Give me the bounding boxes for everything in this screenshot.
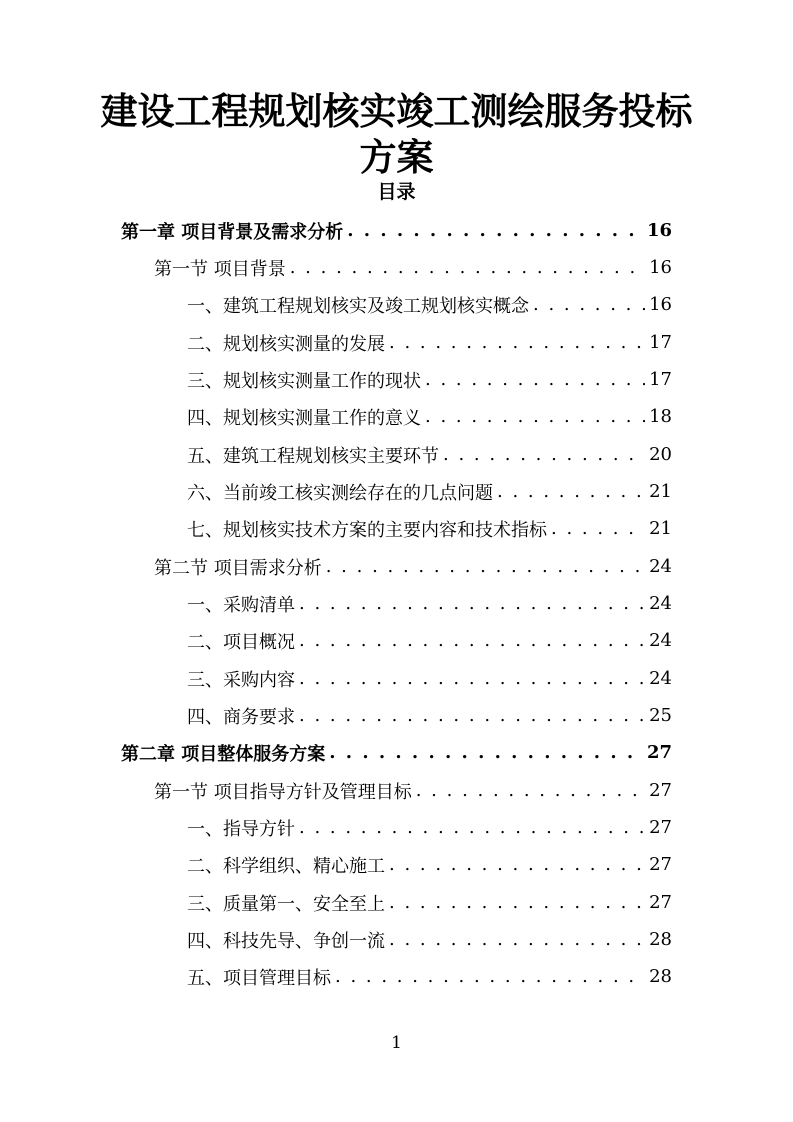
toc-leader-dots — [425, 406, 645, 427]
toc-leader-dots — [335, 966, 645, 987]
toc-entry-page: 27 — [649, 854, 672, 875]
toc-entry-label: 第一章 项目背景及需求分析 — [121, 221, 344, 243]
toc-entry-label: 七、规划核实技术方案的主要内容和技术指标 — [187, 519, 547, 541]
toc-entry-page: 27 — [649, 892, 672, 913]
toc-entry-label: 一、指导方针 — [187, 818, 295, 840]
toc-entry-page: 28 — [649, 929, 672, 950]
toc-entry-item[interactable] — [187, 660, 672, 697]
toc-entry-label: 第二节 项目需求分析 — [154, 557, 322, 579]
toc-leader-dots — [329, 742, 643, 763]
toc-leader-dots — [299, 593, 645, 614]
toc-leader-dots — [497, 481, 645, 502]
toc-entry-page: 17 — [649, 332, 672, 353]
toc-leader-dots — [551, 518, 645, 539]
toc-entry-label: 一、采购清单 — [187, 594, 295, 616]
toc-entry-section[interactable] — [154, 249, 672, 286]
toc-leader-dots — [290, 257, 645, 278]
toc-entry-chapter-2[interactable] — [121, 734, 672, 771]
toc-entry-page: 27 — [649, 780, 672, 801]
toc-entry-label: 二、规划核实测量的发展 — [187, 333, 385, 355]
toc-entry-label: 三、质量第一、安全至上 — [187, 893, 385, 915]
toc-leader-dots — [389, 332, 645, 353]
toc-entry-page: 18 — [649, 406, 672, 427]
toc-entry-item[interactable] — [187, 697, 672, 734]
toc-entry-label: 二、项目概况 — [187, 631, 295, 653]
toc-entry-label: 三、采购内容 — [187, 669, 295, 691]
toc-entry-page: 21 — [649, 481, 672, 502]
toc-leader-dots — [389, 854, 645, 875]
toc-entry-page: 27 — [646, 742, 672, 763]
toc-entry-page: 16 — [649, 294, 672, 315]
toc-entry-page: 17 — [649, 369, 672, 390]
toc-leader-dots — [299, 668, 645, 689]
document-title: 建设工程规划核实竣工测绘服务投标方案 — [100, 89, 693, 179]
toc-entry-section[interactable] — [154, 548, 672, 585]
toc-entry-label: 第二章 项目整体服务方案 — [121, 743, 326, 765]
toc-entry-item[interactable] — [187, 324, 672, 361]
toc-leader-dots — [425, 369, 645, 390]
toc-entry-item[interactable] — [187, 846, 672, 883]
toc-entry-page: 25 — [649, 705, 672, 726]
toc-entry-label: 四、商务要求 — [187, 706, 295, 728]
toc-entry-item[interactable] — [187, 921, 672, 958]
toc-entry-item[interactable] — [187, 361, 672, 398]
toc-entry-label: 三、规划核实测量工作的现状 — [187, 370, 421, 392]
toc-leader-dots — [299, 705, 645, 726]
page-number: 1 — [391, 1033, 402, 1053]
toc-entry-label: 五、项目管理目标 — [187, 967, 331, 989]
toc-leader-dots — [443, 444, 645, 465]
toc-entry-page: 24 — [649, 630, 672, 651]
toc-entry-label: 第一节 项目指导方针及管理目标 — [154, 781, 412, 803]
toc-leader-dots — [299, 630, 645, 651]
toc-entry-item[interactable] — [187, 809, 672, 846]
toc-entry-label: 第一节 项目背景 — [154, 258, 286, 280]
toc-entry-item[interactable] — [187, 622, 672, 659]
toc-entry-item[interactable] — [187, 958, 672, 995]
toc-entry-label: 二、科学组织、精心施工 — [187, 855, 385, 877]
toc-entry-item[interactable] — [187, 884, 672, 921]
toc-entry-label: 五、建筑工程规划核实主要环节 — [187, 445, 439, 467]
toc-entry-page: 24 — [649, 593, 672, 614]
toc-entry-page: 27 — [649, 817, 672, 838]
toc-entry-item[interactable] — [187, 510, 672, 547]
toc-entry-item[interactable] — [187, 473, 672, 510]
toc-entry-item[interactable] — [187, 286, 672, 323]
toc-entry-label: 四、规划核实测量工作的意义 — [187, 407, 421, 429]
toc-entry-page: 24 — [649, 668, 672, 689]
toc-entry-page: 28 — [649, 966, 672, 987]
toc-entry-chapter-1[interactable] — [121, 212, 672, 249]
toc-leader-dots — [389, 892, 645, 913]
toc-entry-page: 21 — [649, 518, 672, 539]
toc-entry-item[interactable] — [187, 398, 672, 435]
toc-leader-dots — [326, 556, 645, 577]
toc-entry-item[interactable] — [187, 585, 672, 622]
toc-leader-dots — [389, 929, 645, 950]
toc-entry-label: 六、当前竣工核实测绘存在的几点问题 — [187, 482, 493, 504]
toc-entry-page: 16 — [649, 257, 672, 278]
toc-entry-page: 24 — [649, 556, 672, 577]
toc-entry-label: 一、建筑工程规划核实及竣工规划核实概念 — [187, 295, 529, 317]
toc-entry-section[interactable] — [154, 772, 672, 809]
toc-entry-page: 20 — [649, 444, 672, 465]
toc-leader-dots — [533, 294, 645, 315]
toc-leader-dots — [416, 780, 645, 801]
toc-entry-label: 四、科技先导、争创一流 — [187, 930, 385, 952]
toc-entry-item[interactable] — [187, 436, 672, 473]
toc-heading: 目录 — [377, 181, 416, 203]
toc-leader-dots — [347, 220, 643, 241]
toc-entry-page: 16 — [646, 220, 672, 241]
toc-leader-dots — [299, 817, 645, 838]
